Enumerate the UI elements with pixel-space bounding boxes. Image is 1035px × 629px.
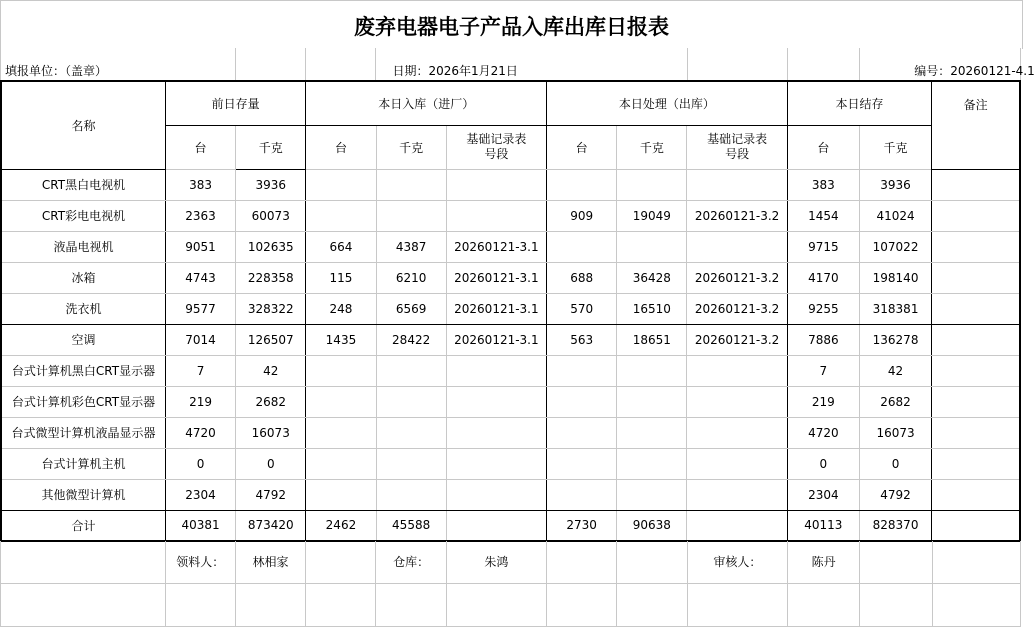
warehouse-name: 朱鸿: [446, 541, 546, 583]
out-kg-cell: [617, 169, 687, 200]
table-row: [1, 448, 1020, 479]
out-kg-cell: 90638: [617, 510, 687, 541]
balance-count-cell: 7: [787, 355, 859, 386]
table-row: [1, 386, 1020, 417]
out-record-cell: [687, 417, 787, 448]
in-kg-cell: 6210: [376, 262, 446, 293]
prev-kg-cell: 42: [236, 355, 306, 386]
row-name-cell: 液晶电视机: [1, 231, 165, 262]
out-kg-cell: [617, 355, 687, 386]
remark-cell: [932, 386, 1020, 417]
balance-count-cell: 9715: [787, 231, 859, 262]
prev-kg-cell: 4792: [236, 479, 306, 510]
remark-cell: [932, 479, 1020, 510]
subheader-kg: 千克: [617, 125, 687, 169]
table-row: [1, 169, 1020, 200]
in-record-cell: [446, 510, 546, 541]
balance-count-cell: 383: [787, 169, 859, 200]
remark-cell: [932, 200, 1020, 231]
in-record-cell: 20260121-3.1: [446, 324, 546, 355]
subheader-kg: 千克: [236, 125, 306, 169]
subheader-count: 台: [165, 125, 235, 169]
remark-cell: [932, 231, 1020, 262]
report-date: 日期：2026年1月21日: [376, 48, 687, 80]
out-kg-cell: [617, 479, 687, 510]
remark-cell: [932, 510, 1020, 541]
balance-kg-cell: 2682: [859, 386, 931, 417]
balance-count-cell: 4170: [787, 262, 859, 293]
in-record-cell: [446, 169, 546, 200]
prev-count-cell: 9051: [165, 231, 235, 262]
balance-kg-cell: 41024: [859, 200, 931, 231]
in-record-cell: 20260121-3.1: [446, 231, 546, 262]
header-prev-stock: 前日存量: [165, 81, 305, 125]
in-kg-cell: [376, 169, 446, 200]
prev-kg-cell: 126507: [236, 324, 306, 355]
in-count-cell: [306, 386, 376, 417]
out-count-cell: [547, 479, 617, 510]
header-name: 名称: [1, 81, 165, 169]
out-count-cell: [547, 417, 617, 448]
header-outbound: 本日处理（出库）: [547, 81, 788, 125]
out-count-cell: [547, 355, 617, 386]
balance-count-cell: 4720: [787, 417, 859, 448]
out-count-cell: 570: [547, 293, 617, 324]
subheader-kg: 千克: [376, 125, 446, 169]
balance-kg-cell: 3936: [859, 169, 931, 200]
table-row: [1, 262, 1020, 293]
in-record-cell: [446, 355, 546, 386]
in-count-cell: 1435: [306, 324, 376, 355]
receiver-name: 林相家: [235, 541, 305, 583]
in-record-cell: [446, 479, 546, 510]
out-record-cell: [687, 510, 787, 541]
prev-count-cell: 0: [165, 448, 235, 479]
balance-count-cell: 9255: [787, 293, 859, 324]
row-name-cell: CRT彩电电视机: [1, 200, 165, 231]
prev-count-cell: 4743: [165, 262, 235, 293]
in-record-cell: 20260121-3.1: [446, 262, 546, 293]
in-count-cell: [306, 169, 376, 200]
in-record-cell: [446, 448, 546, 479]
out-record-cell: [687, 169, 787, 200]
balance-kg-cell: 107022: [859, 231, 931, 262]
in-count-cell: 115: [306, 262, 376, 293]
balance-kg-cell: 828370: [859, 510, 931, 541]
row-name-cell: 冰箱: [1, 262, 165, 293]
in-kg-cell: 6569: [376, 293, 446, 324]
in-kg-cell: 28422: [376, 324, 446, 355]
in-count-cell: 248: [306, 293, 376, 324]
out-count-cell: [547, 231, 617, 262]
balance-kg-cell: 0: [859, 448, 931, 479]
out-count-cell: 688: [547, 262, 617, 293]
prev-kg-cell: 16073: [236, 417, 306, 448]
table-row: [1, 417, 1020, 448]
in-count-cell: [306, 200, 376, 231]
remark-cell: [932, 417, 1020, 448]
remark-cell: [932, 293, 1020, 324]
out-record-cell: 20260121-3.2: [687, 293, 787, 324]
table-row: [1, 479, 1020, 510]
in-kg-cell: 45588: [376, 510, 446, 541]
balance-count-cell: 2304: [787, 479, 859, 510]
out-count-cell: [547, 169, 617, 200]
out-count-cell: [547, 448, 617, 479]
receiver-label: 领料人：: [165, 541, 235, 583]
out-record-cell: 20260121-3.2: [687, 262, 787, 293]
balance-kg-cell: 4792: [859, 479, 931, 510]
table-row: [1, 324, 1020, 355]
out-kg-cell: [617, 386, 687, 417]
in-count-cell: [306, 479, 376, 510]
balance-kg-cell: 16073: [859, 417, 931, 448]
out-record-cell: [687, 386, 787, 417]
report-title: 废弃电器电子产品入库出库日报表: [0, 0, 1023, 49]
in-record-cell: [446, 417, 546, 448]
prev-kg-cell: 228358: [236, 262, 306, 293]
in-count-cell: [306, 448, 376, 479]
balance-count-cell: 219: [787, 386, 859, 417]
in-kg-cell: [376, 479, 446, 510]
out-kg-cell: [617, 417, 687, 448]
meta-row: [0, 48, 1035, 81]
prev-kg-cell: 873420: [236, 510, 306, 541]
balance-kg-cell: 136278: [859, 324, 931, 355]
in-record-cell: [446, 200, 546, 231]
subheader-count: 台: [306, 125, 376, 169]
out-count-cell: 563: [547, 324, 617, 355]
out-record-cell: [687, 479, 787, 510]
out-kg-cell: [617, 231, 687, 262]
in-count-cell: 664: [306, 231, 376, 262]
prev-kg-cell: 60073: [236, 200, 306, 231]
prev-count-cell: 9577: [165, 293, 235, 324]
prev-kg-cell: 0: [236, 448, 306, 479]
out-record-cell: [687, 231, 787, 262]
prev-count-cell: 2363: [165, 200, 235, 231]
out-record-cell: 20260121-3.2: [687, 200, 787, 231]
balance-count-cell: 40113: [787, 510, 859, 541]
header-balance: 本日结存: [787, 81, 931, 125]
prev-count-cell: 2304: [165, 479, 235, 510]
row-name-cell: 台式计算机黑白CRT显示器: [1, 355, 165, 386]
prev-count-cell: 219: [165, 386, 235, 417]
in-kg-cell: 4387: [376, 231, 446, 262]
subheader-count: 台: [547, 125, 617, 169]
out-record-cell: [687, 355, 787, 386]
out-kg-cell: 18651: [617, 324, 687, 355]
in-kg-cell: [376, 200, 446, 231]
out-record-cell: 20260121-3.2: [687, 324, 787, 355]
balance-kg-cell: 198140: [859, 262, 931, 293]
row-name-cell: 台式计算机彩色CRT显示器: [1, 386, 165, 417]
out-kg-cell: 36428: [617, 262, 687, 293]
row-name-cell: 空调: [1, 324, 165, 355]
reviewer-name: 陈丹: [788, 541, 860, 583]
out-record-cell: [687, 448, 787, 479]
remark-cell: [932, 262, 1020, 293]
remark-cell: [932, 355, 1020, 386]
remark-cell: [932, 324, 1020, 355]
remark-cell: [932, 169, 1020, 200]
total-row: [1, 510, 1020, 541]
header-remark: 备注: [932, 81, 1020, 169]
prev-kg-cell: 2682: [236, 386, 306, 417]
balance-kg-cell: 318381: [859, 293, 931, 324]
remark-cell: [932, 448, 1020, 479]
in-count-cell: [306, 417, 376, 448]
row-name-cell: 台式计算机主机: [1, 448, 165, 479]
row-name-cell: 其他微型计算机: [1, 479, 165, 510]
subheader-kg: 千克: [859, 125, 931, 169]
subheader-count: 台: [787, 125, 859, 169]
in-count-cell: 2462: [306, 510, 376, 541]
subheader-record-range: 基础记录表 号段: [687, 125, 787, 169]
out-kg-cell: 16510: [617, 293, 687, 324]
in-count-cell: [306, 355, 376, 386]
out-kg-cell: [617, 448, 687, 479]
in-kg-cell: [376, 417, 446, 448]
in-record-cell: 20260121-3.1: [446, 293, 546, 324]
subheader-record-range: 基础记录表 号段: [446, 125, 546, 169]
row-name-cell: CRT黑白电视机: [1, 169, 165, 200]
table-row: [1, 200, 1020, 231]
prev-kg-cell: 328322: [236, 293, 306, 324]
balance-count-cell: 0: [787, 448, 859, 479]
row-name-cell: 洗衣机: [1, 293, 165, 324]
table-row: [1, 355, 1020, 386]
header-inbound: 本日入库（进厂）: [306, 81, 547, 125]
out-count-cell: 909: [547, 200, 617, 231]
warehouse-label: 仓库：: [376, 541, 446, 583]
out-count-cell: 2730: [547, 510, 617, 541]
prev-kg-cell: 3936: [236, 169, 306, 200]
prev-count-cell: 383: [165, 169, 235, 200]
row-name-cell: 合计: [1, 510, 165, 541]
balance-count-cell: 1454: [787, 200, 859, 231]
fill-unit-label: 填报单位：（盖章）: [1, 48, 236, 80]
balance-count-cell: 7886: [787, 324, 859, 355]
prev-count-cell: 40381: [165, 510, 235, 541]
table-row: [1, 231, 1020, 262]
in-record-cell: [446, 386, 546, 417]
in-kg-cell: [376, 386, 446, 417]
out-count-cell: [547, 386, 617, 417]
prev-count-cell: 7014: [165, 324, 235, 355]
balance-kg-cell: 42: [859, 355, 931, 386]
in-kg-cell: [376, 355, 446, 386]
signature-area: [0, 541, 1021, 627]
prev-kg-cell: 102635: [236, 231, 306, 262]
in-kg-cell: [376, 448, 446, 479]
out-kg-cell: 19049: [617, 200, 687, 231]
prev-count-cell: 7: [165, 355, 235, 386]
report-table: [0, 80, 1021, 542]
reviewer-label: 审核人：: [687, 541, 787, 583]
report-number: 编号：20260121-4.1: [860, 48, 1021, 80]
table-row: [1, 293, 1020, 324]
row-name-cell: 台式微型计算机液晶显示器: [1, 417, 165, 448]
prev-count-cell: 4720: [165, 417, 235, 448]
